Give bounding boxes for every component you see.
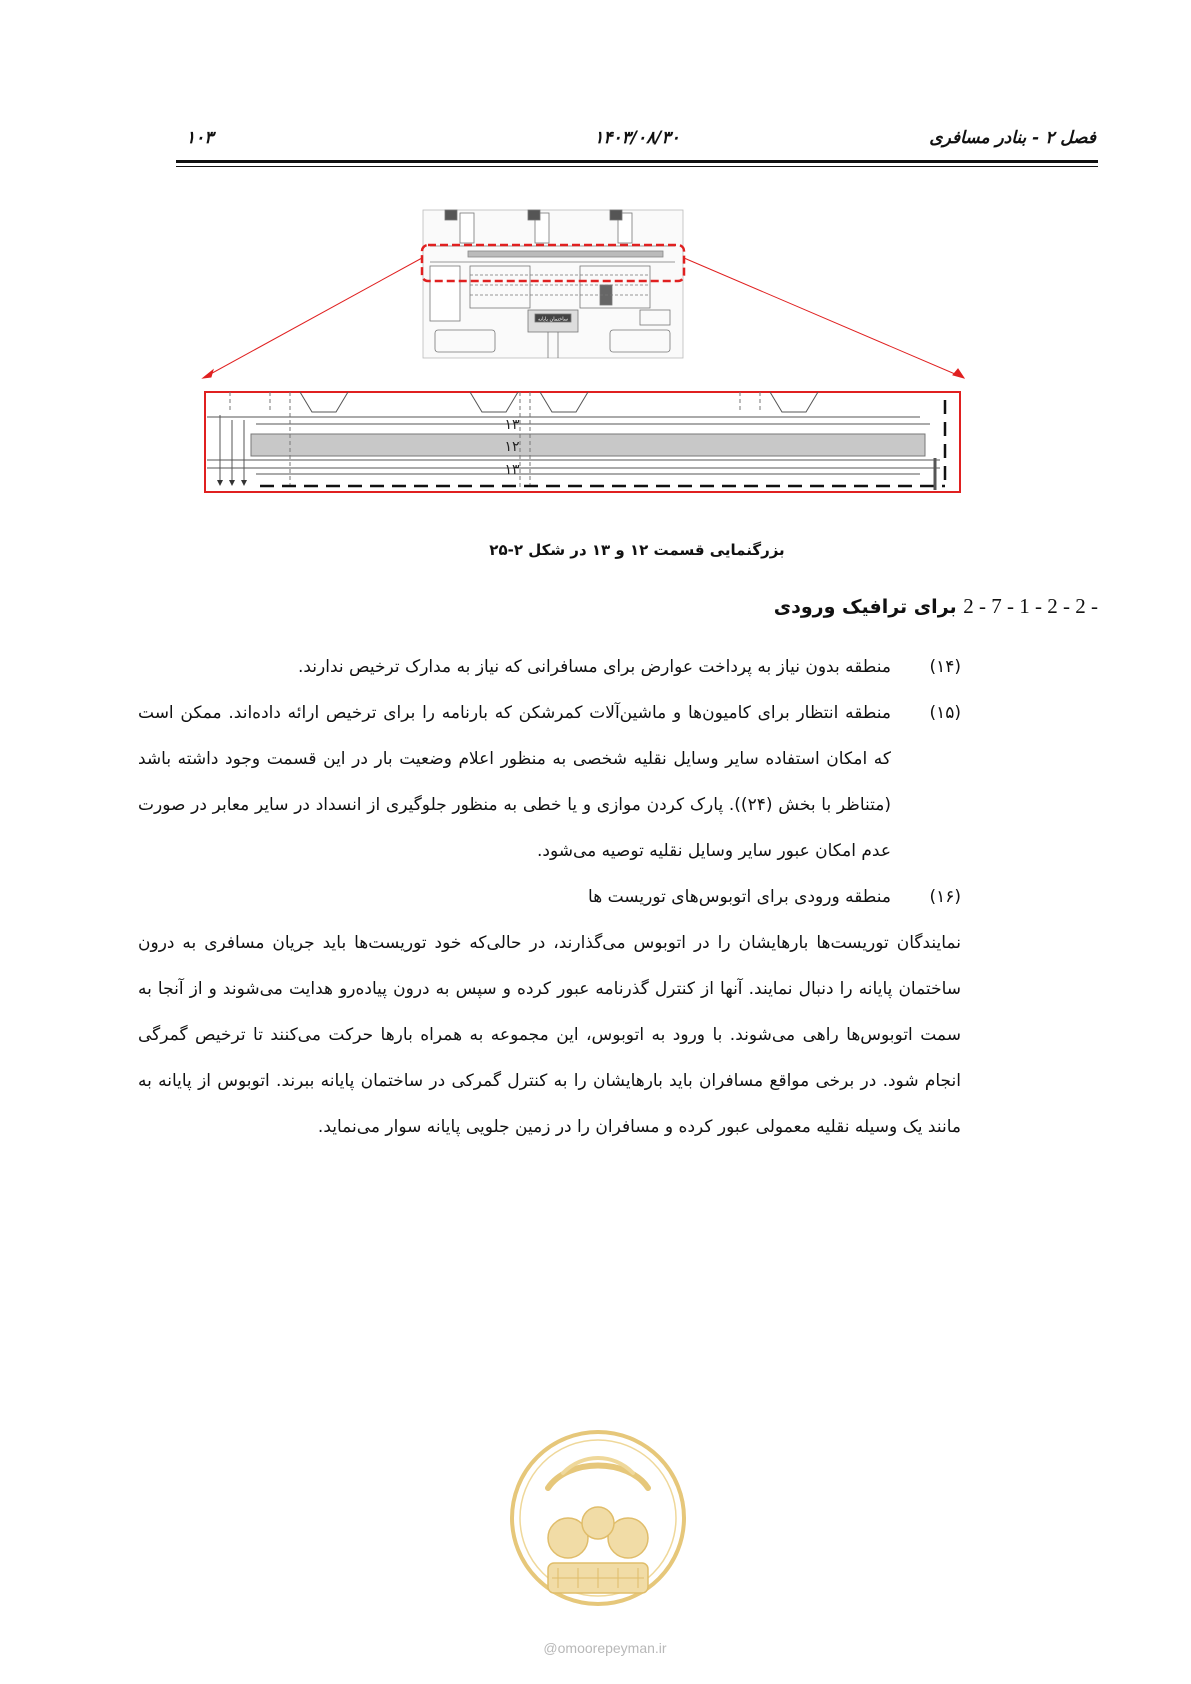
header-rule-thick (176, 160, 1098, 163)
zoom-label-13-top: ۱۳ (504, 417, 520, 433)
publisher-seal-logo (508, 1418, 688, 1623)
list-item (138, 874, 961, 920)
page-header (178, 128, 1096, 154)
item-text: منطقه انتظار برای کامیون‌ها و ماشین‌آلات کمرشکن که بارنامه را برای ترخیص ارائه داده‌اند. ممکن است که امکان استفاده سایر وسایل نقلیه شخصی به منظور اعلام وضعیت بار در این قسمت وجود داشته باشد (متناظر با بخش (۲۴)). پارک کردن موازی و یا خطی به منظور جلوگیری از انسداد در سایر معابر در صورت عدم امکان عبور سایر وسایل نقلیه توصیه می‌شود. (138, 703, 891, 861)
site-building-label: ساختمان پایانه (538, 316, 568, 323)
zoom-label-13-bottom: ۱۳ (504, 462, 520, 478)
watermark-text: @omoorepeyman.ir (543, 1640, 667, 1656)
item-number: (۱۵) (929, 703, 961, 723)
item-text: منطقه بدون نیاز به پرداخت عوارض برای مسافرانی که نیاز به مدارک ترخیص ندارند. (297, 657, 891, 677)
zoom-label-12: ۱۲ (504, 439, 520, 455)
section-title: برای ترافیک ورودی (773, 596, 957, 618)
item-number: (۱۴) (929, 657, 961, 677)
section-number: 2 - 7 - 1 - 2 - 2 - (963, 594, 1098, 618)
section-heading (774, 594, 1098, 619)
zoom-detail (205, 392, 960, 492)
chapter-title: فصل ۲ - بنادر مسافری (929, 128, 1096, 148)
site-plan-figure (195, 205, 965, 495)
item-text: منطقه ورودی برای اتوبوس‌های توریست ها (588, 887, 891, 907)
list-item (138, 644, 961, 690)
body-text (138, 644, 961, 1150)
list-item (138, 690, 961, 874)
overview-plan (423, 210, 683, 358)
item-number: (۱۶) (929, 887, 961, 907)
figure-caption: بزرگنمایی قسمت ۱۲ و ۱۳ در شکل ۲-۲۵ (489, 541, 785, 559)
body-paragraph: نمایندگان توریست‌ها بارهایشان را در اتوبوس می‌گذارند، در حالی‌که خود توریست‌ها باید جریان مسافری به درون ساختمان پایانه را دنبال نمایند. آنها از کنترل گذرنامه عبور کرده و سپس به درون پیاده‌رو هدایت می‌شوند و از آنجا به سمت اتوبوس‌ها راهی می‌شوند. با ورود به اتوبوس، این مجموعه به همراه بارها حرکت می‌کنند تا ترخیص گمرگی انجام شود. در برخی مواقع مسافران باید بارهایشان را به کنترل گمرکی در ساختمان پایانه ببرند. اتوبوس از پایانه به مانند یک وسیله نقلیه معمولی عبور کرده و مسافران را در زمین جلویی پایانه سوار می‌نماید. (138, 933, 961, 1137)
header-date: ۱۴۰۳/۰۸/۳۰ (594, 128, 680, 148)
page-number: ۱۰۳ (186, 128, 214, 148)
header-rule-thin (176, 166, 1098, 167)
